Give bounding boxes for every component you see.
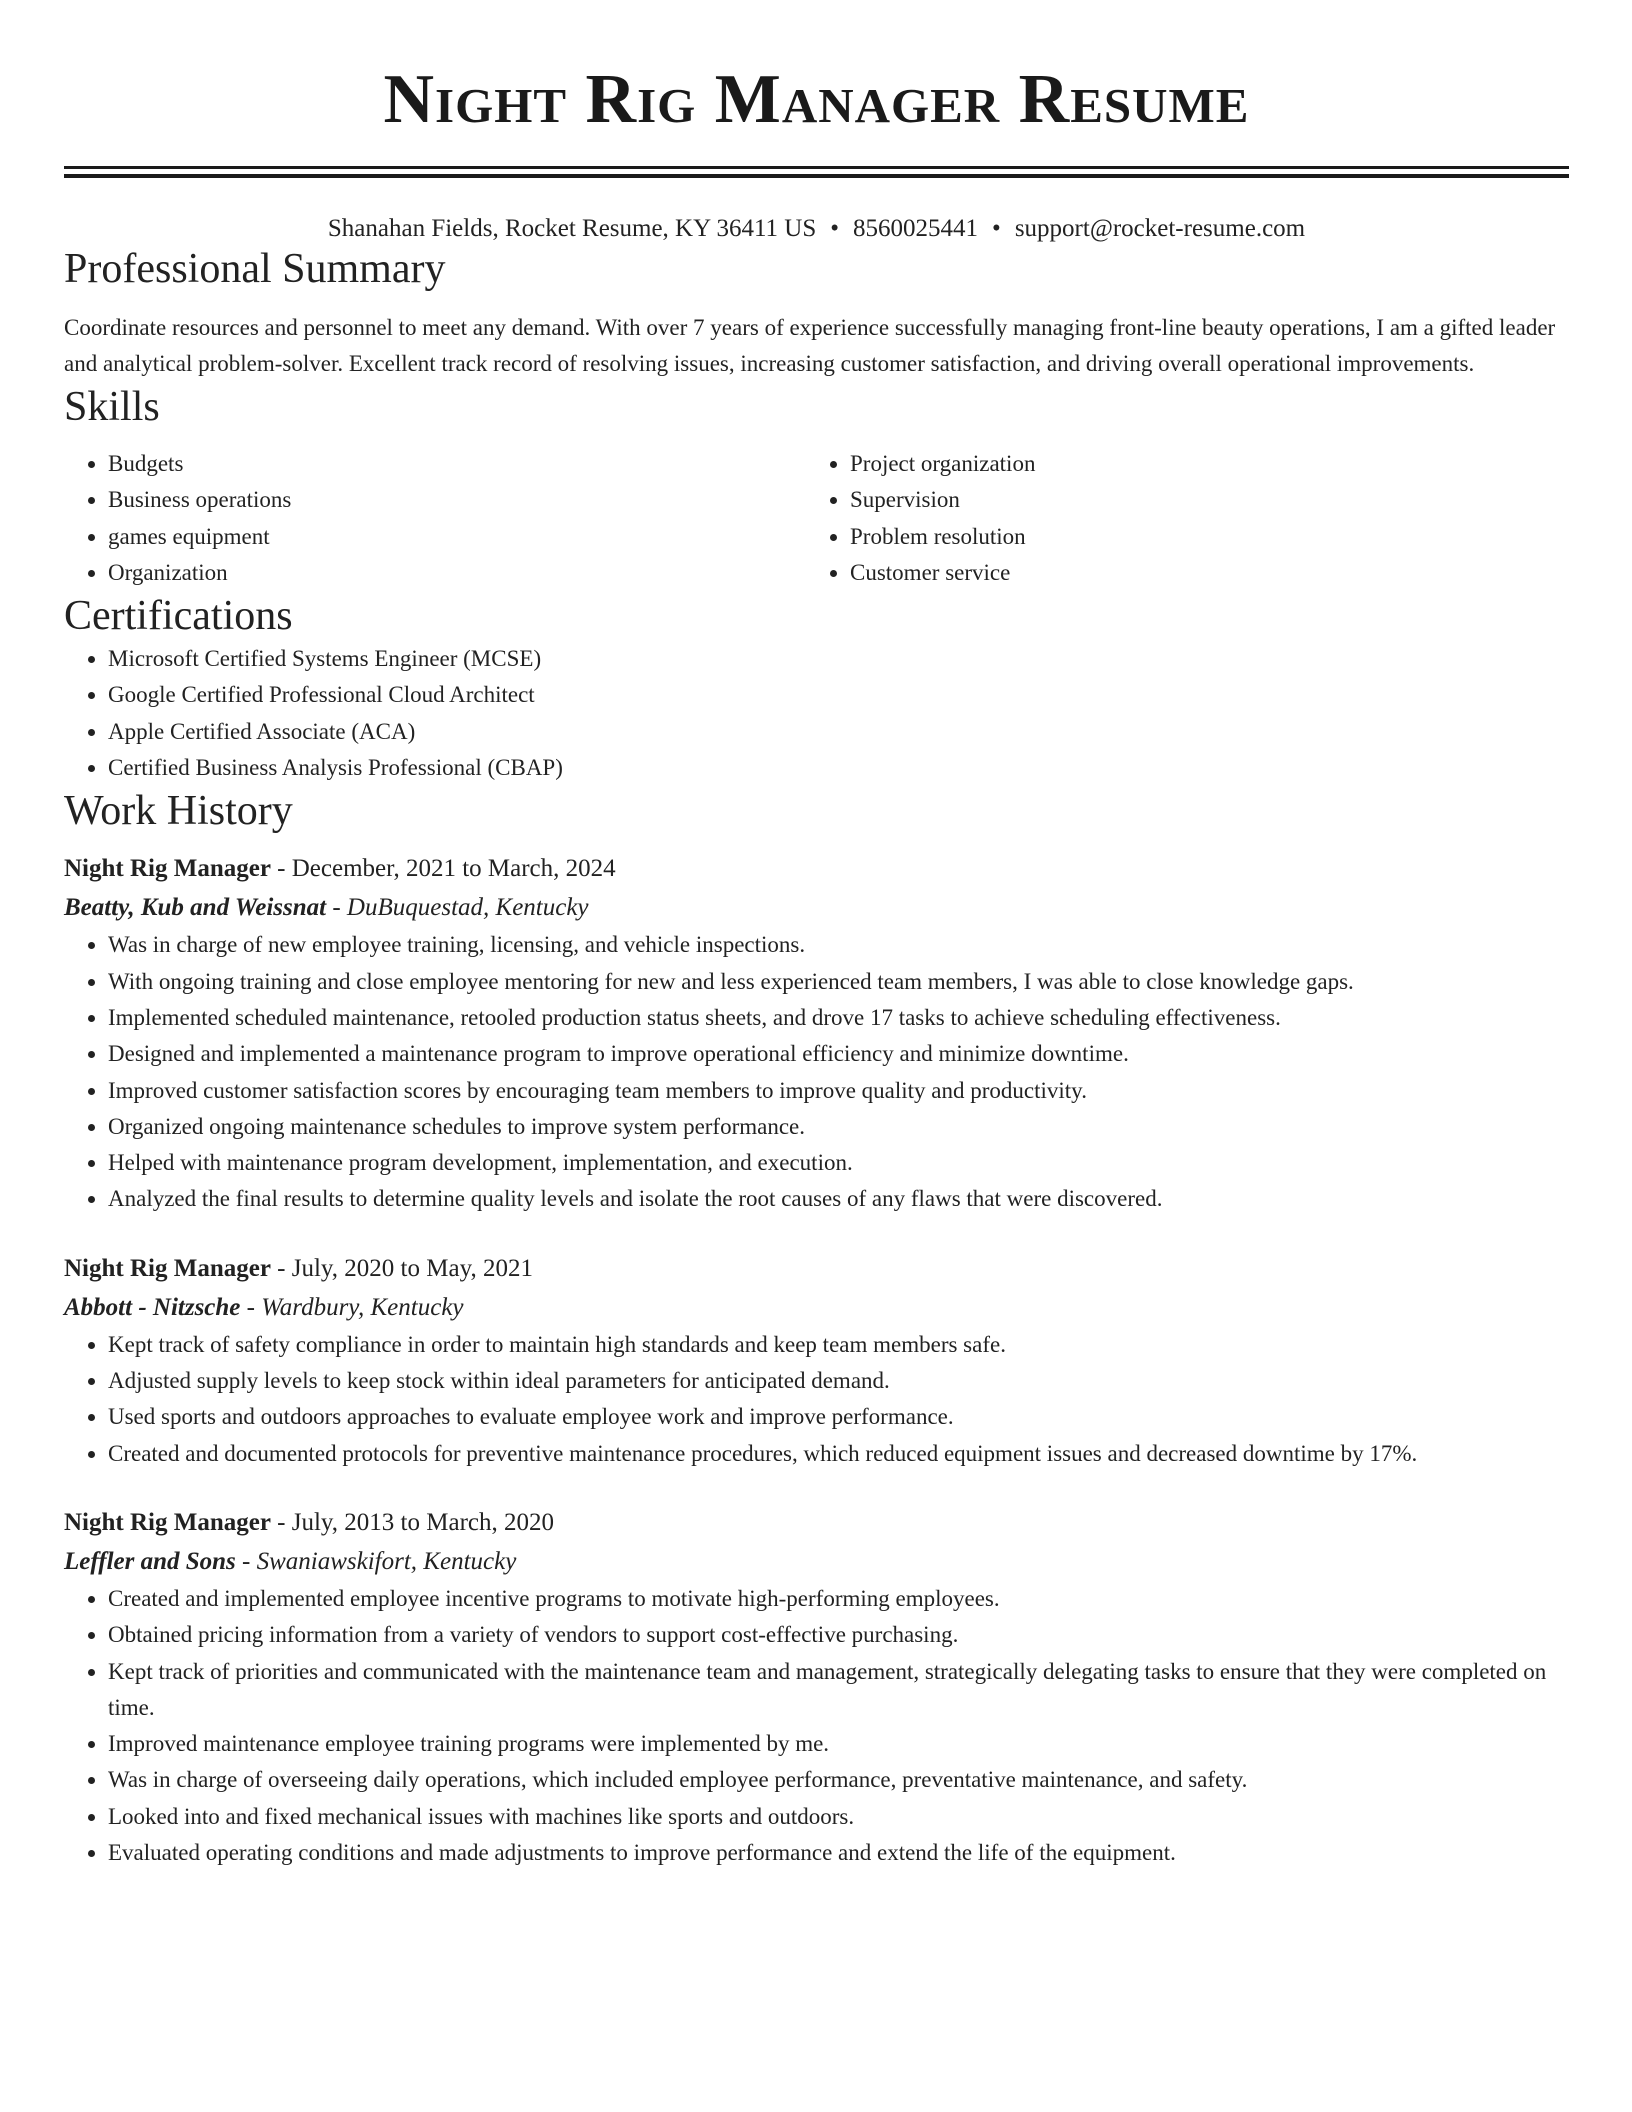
skill-item: • Organization	[108, 555, 806, 591]
job-bullet: • Kept track of priorities and communicated with the maintenance team and management, strategically delegating tasks to ensure that they were completed on time.	[108, 1654, 1569, 1727]
work-history-heading: Work History	[64, 788, 293, 835]
skills-column-left	[64, 446, 806, 591]
skills-grid	[64, 446, 1569, 591]
summary-text: Coordinate resources and personnel to meet any demand. With over 7 years of experience successfully managing front-line beauty operations, I am a gifted leader and analytical problem-solver. Excellent track record of resolving issues, increasing customer satisfaction, and driving overall operational improvements.	[64, 315, 1556, 376]
job-bullet: • Adjusted supply levels to keep stock within ideal parameters for anticipated demand.	[108, 1363, 1569, 1399]
job-bullet: • Was in charge of overseeing daily operations, which included employee performance, preventative maintenance, and safety.	[108, 1762, 1569, 1798]
job-company: Beatty, Kub and Weissnat	[64, 894, 327, 922]
job-location: - DuBuquestad, Kentucky	[326, 894, 589, 922]
contact-address: Shanahan Fields, Rocket Resume, KY 36411 US	[327, 215, 817, 242]
job-company-line	[64, 1289, 1569, 1327]
job-bullet: • Designed and implemented a maintenance program to improve operational efficiency and minimize downtime.	[108, 1036, 1569, 1072]
job-dates: - July, 2020 to May, 2021	[270, 1254, 533, 1282]
contact-phone: 8560025441	[853, 215, 979, 242]
job-bullet: • Implemented scheduled maintenance, retooled production status sheets, and drove 17 tasks to achieve scheduling effectiveness.	[108, 1000, 1569, 1036]
job-entry	[64, 1250, 1569, 1472]
contact-separator: •	[992, 215, 1001, 242]
job-company: Abbott - Nitzsche	[64, 1293, 241, 1321]
job-title-line	[64, 1250, 1569, 1288]
skill-item: • Customer service	[850, 555, 1548, 591]
contact-email: support@rocket-resume.com	[1014, 215, 1306, 242]
job-company-line	[64, 1543, 1569, 1581]
certification-item: • Apple Certified Associate (ACA)	[108, 714, 1569, 750]
job-bullets	[64, 1327, 1569, 1472]
job-bullet: • Analyzed the final results to determine quality levels and isolate the root causes of any flaws that were discovered.	[108, 1181, 1569, 1217]
certifications-heading: Certifications	[64, 593, 293, 640]
job-location: - Wardbury, Kentucky	[240, 1293, 464, 1321]
job-bullet: • Was in charge of new employee training, licensing, and vehicle inspections.	[108, 927, 1569, 963]
skill-item: • Business operations	[108, 482, 806, 518]
skills-list-left	[64, 446, 806, 591]
job-bullet: • Kept track of safety compliance in order to maintain high standards and keep team members safe.	[108, 1327, 1569, 1363]
skill-item: • Supervision	[850, 482, 1548, 518]
skill-item: • games equipment	[108, 519, 806, 555]
skills-list-right	[806, 446, 1548, 591]
certification-item: • Microsoft Certified Systems Engineer (MCSE)	[108, 641, 1569, 677]
skills-column-right	[806, 446, 1548, 591]
job-bullet: • With ongoing training and close employee mentoring for new and less experienced team members, I was able to close knowledge gaps.	[108, 964, 1569, 1000]
job-bullet: • Obtained pricing information from a variety of vendors to support cost-effective purchasing.	[108, 1617, 1569, 1653]
job-dates: - July, 2013 to March, 2020	[270, 1508, 554, 1536]
job-title-line	[64, 850, 1569, 888]
job-title: Night Rig Manager	[64, 855, 271, 883]
contact-separator: •	[830, 215, 840, 242]
job-bullets	[64, 1581, 1569, 1871]
job-bullet: • Evaluated operating conditions and made adjustments to improve performance and extend the life of the equipment.	[108, 1835, 1569, 1871]
certification-item: • Google Certified Professional Cloud Architect	[108, 677, 1569, 713]
job-company: Leffler and Sons	[64, 1547, 236, 1575]
certifications-list	[64, 641, 1569, 786]
resume-page	[64, 0, 1569, 1871]
skills-heading: Skills	[64, 384, 160, 430]
job-bullet: • Improved maintenance employee training programs were implemented by me.	[108, 1726, 1569, 1762]
job-entry	[64, 1504, 1569, 1871]
skill-item: • Problem resolution	[850, 519, 1548, 555]
resume-title: Night Rig Manager Resume	[383, 61, 1250, 138]
skill-item: • Project organization	[850, 446, 1548, 482]
job-bullet: • Created and implemented employee incentive programs to motivate high-performing employees.	[108, 1581, 1569, 1617]
job-bullet: • Helped with maintenance program development, implementation, and execution.	[108, 1145, 1569, 1181]
skill-item: • Budgets	[108, 446, 806, 482]
title-divider	[64, 166, 1569, 178]
job-bullet: • Created and documented protocols for preventive maintenance procedures, which reduced equipment issues and decreased downtime by 17%.	[108, 1436, 1569, 1472]
certification-item: • Certified Business Analysis Professional (CBAP)	[108, 750, 1569, 786]
job-bullet: • Organized ongoing maintenance schedules to improve system performance.	[108, 1109, 1569, 1145]
job-title: Night Rig Manager	[64, 1254, 271, 1282]
summary-heading: Professional Summary	[64, 246, 446, 292]
job-bullet: • Used sports and outdoors approaches to evaluate employee work and improve performance.	[108, 1399, 1569, 1435]
job-location: - Swaniawskifort, Kentucky	[235, 1547, 517, 1575]
job-bullet: • Improved customer satisfaction scores by encouraging team members to improve quality and productivity.	[108, 1073, 1569, 1109]
job-title: Night Rig Manager	[64, 1508, 271, 1536]
job-bullet: • Looked into and fixed mechanical issues with machines like sports and outdoors.	[108, 1799, 1569, 1835]
job-title-line	[64, 1504, 1569, 1542]
job-bullets	[64, 927, 1569, 1217]
contact-line	[64, 214, 1569, 244]
job-company-line	[64, 889, 1569, 927]
job-dates: - December, 2021 to March, 2024	[270, 855, 616, 883]
job-entry	[64, 850, 1569, 1217]
